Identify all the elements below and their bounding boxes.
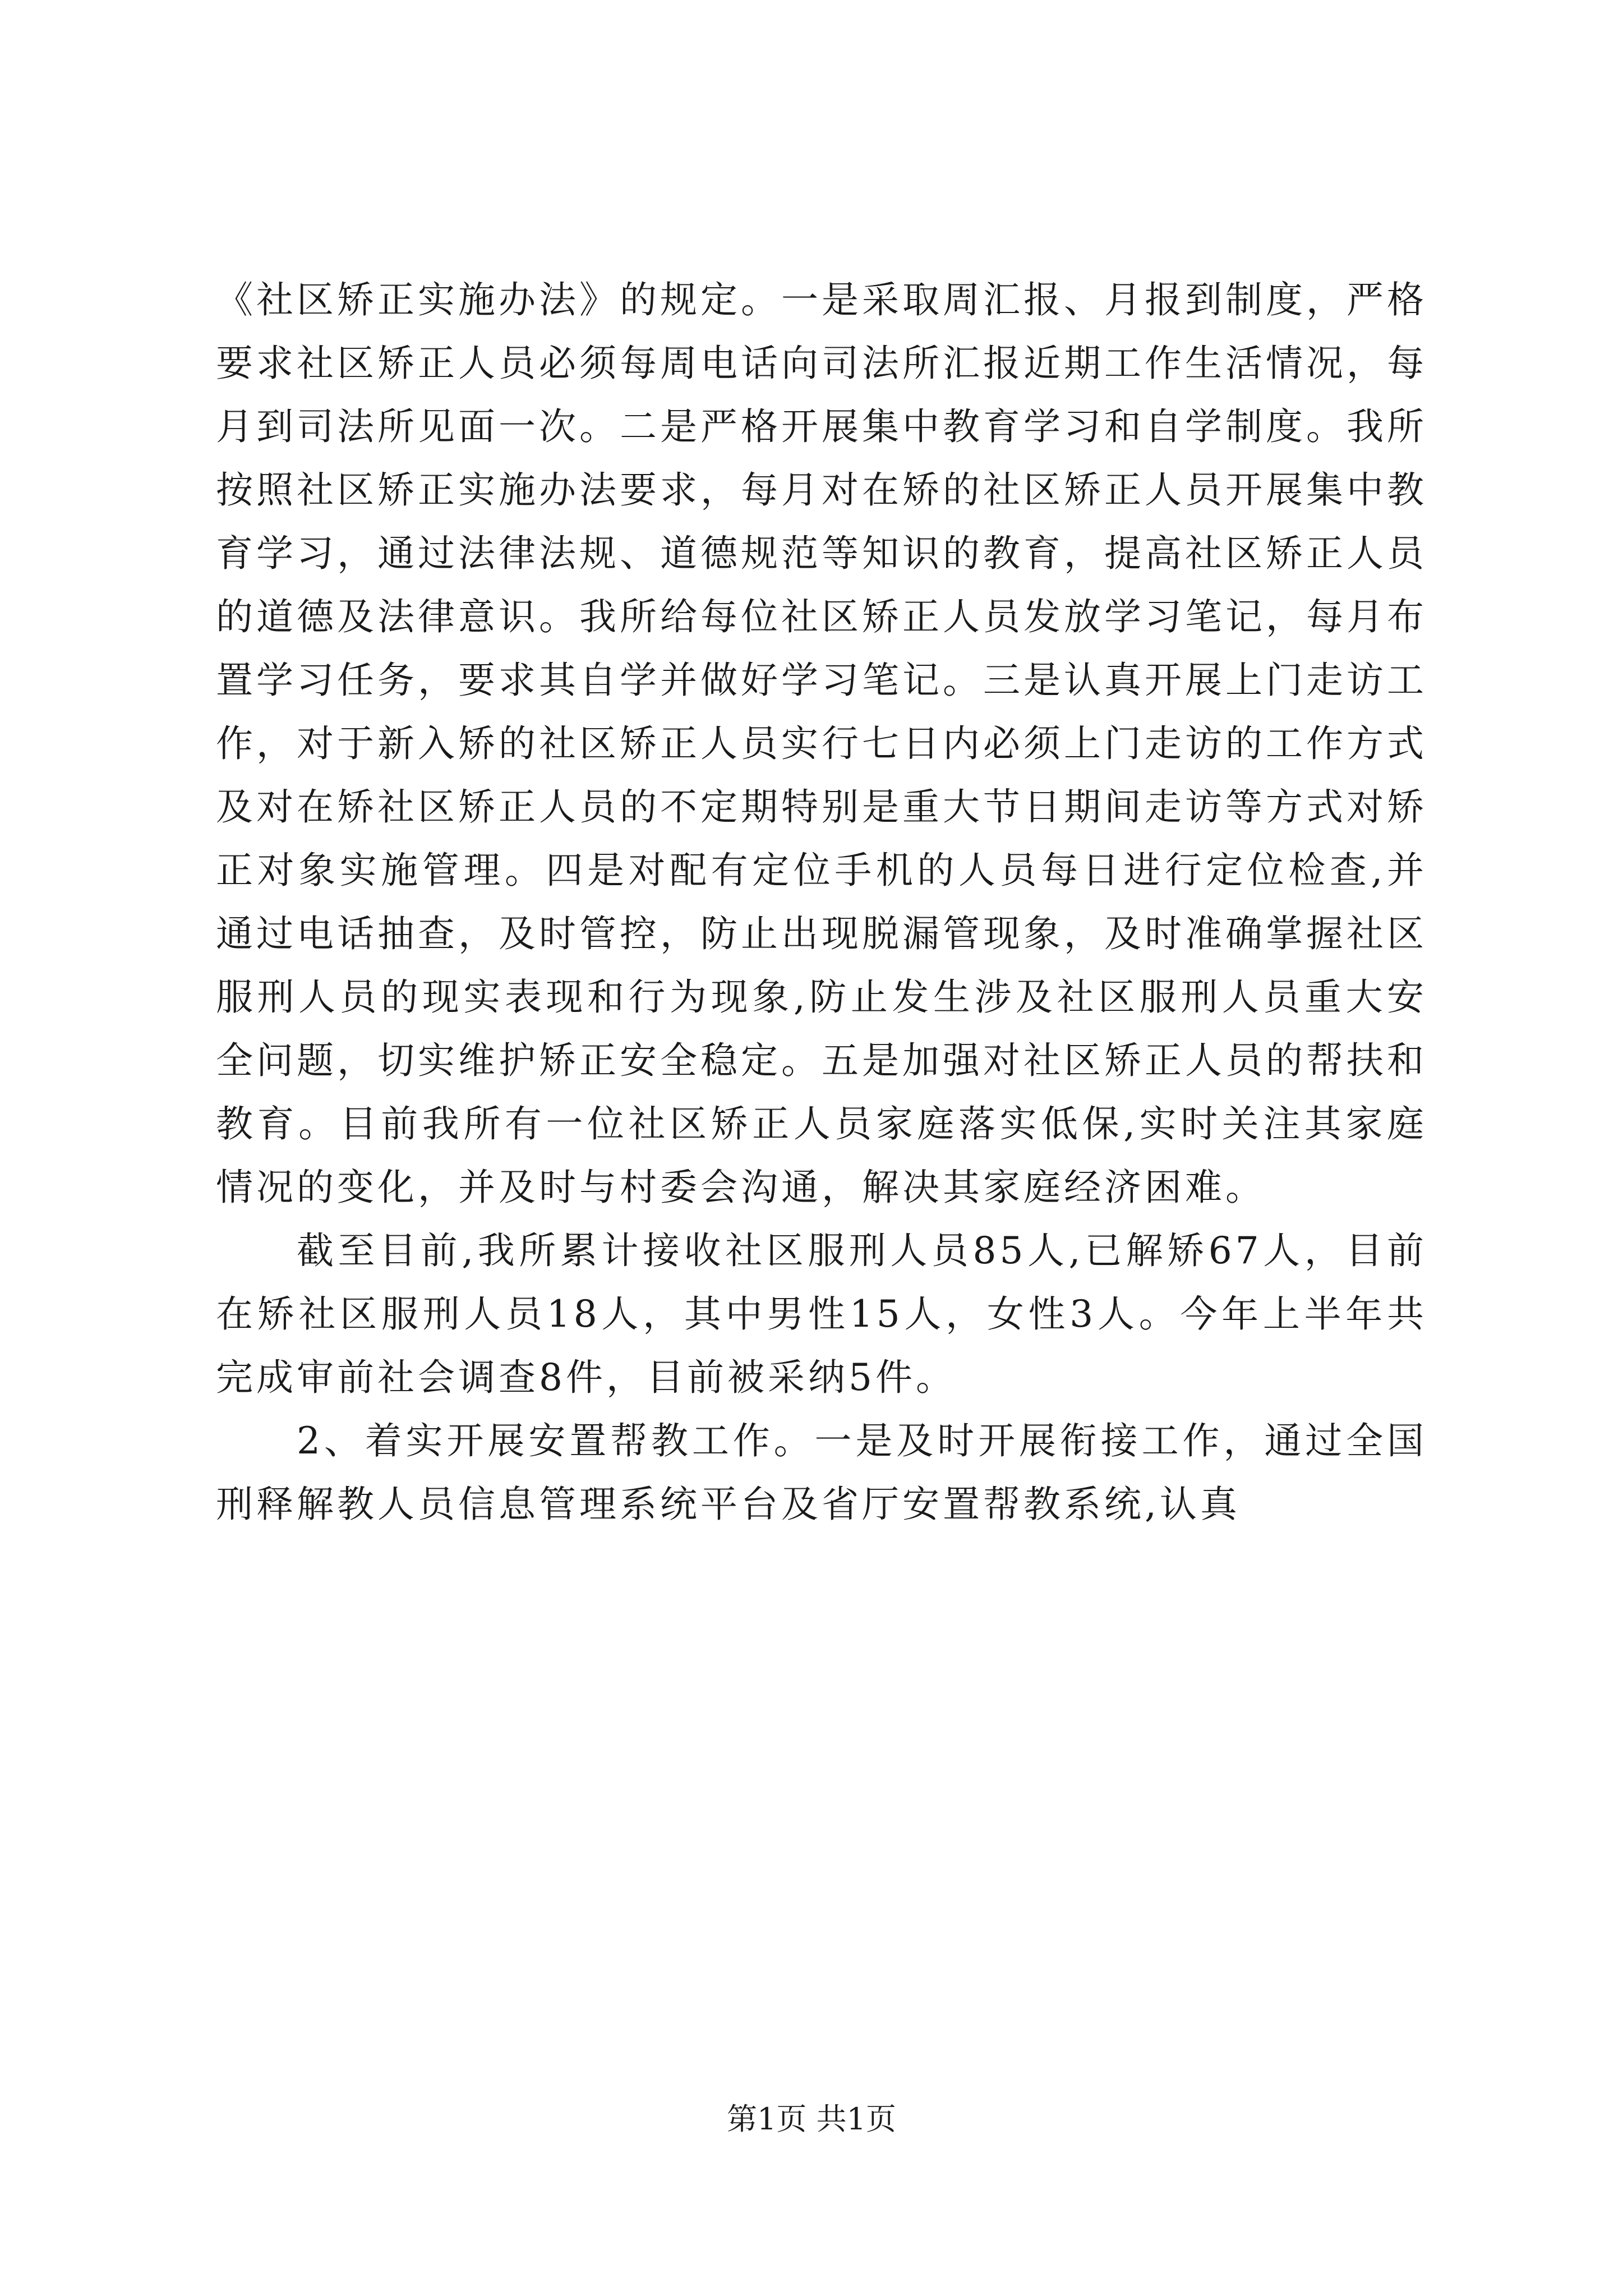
page-footer: 第1页 共1页 xyxy=(727,2101,896,2137)
paragraph-2: 截至目前,我所累计接收社区服刑人员85人,已解矫67人，目前在矫社区服刑人员18人，其中男性15人，女性3人。今年上半年共完成审前社会调查8件，目前被采纳5件。 xyxy=(216,1229,1427,1399)
document-body xyxy=(216,268,1427,1536)
paragraph-1: 《社区矫正实施办法》的规定。一是采取周汇报、月报到制度，严格要求社区矫正人员必须每周电话向司法所汇报近期工作生活情况，每月到司法所见面一次。二是严格开展集中教育学习和自学制度。我所按照社区矫正实施办法要求，每月对在矫的社区矫正人员开展集中教育学习，通过法律法规、道德规范等知识的教育，提高社区矫正人员的道德及法律意识。我所给每位社区矫正人员发放学习笔记，每月布置学习任务，要求其自学并做好学习笔记。三是认真开展上门走访工作，对于新入矫的社区矫正人员实行七日内必须上门走访的工作方式及对在矫社区矫正人员的不定期特别是重大节日期间走访等方式对矫正对象实施管理。四是对配有定位手机的人员每日进行定位检查,并通过电话抽查，及时管控，防止出现脱漏管现象，及时准确掌握社区服刑人员的现实表现和行为现象,防止发生涉及社区服刑人员重大安全问题，切实维护矫正安全稳定。五是加强对社区矫正人员的帮扶和教育。目前我所有一位社区矫正人员家庭落实低保,实时关注其家庭情况的变化，并及时与村委会沟通，解决其家庭经济困难。 xyxy=(216,278,1427,1209)
paragraph-3: 2、着实开展安置帮教工作。一是及时开展衔接工作，通过全国刑释解教人员信息管理系统平台及省厅安置帮教系统,认真 xyxy=(216,1419,1427,1526)
